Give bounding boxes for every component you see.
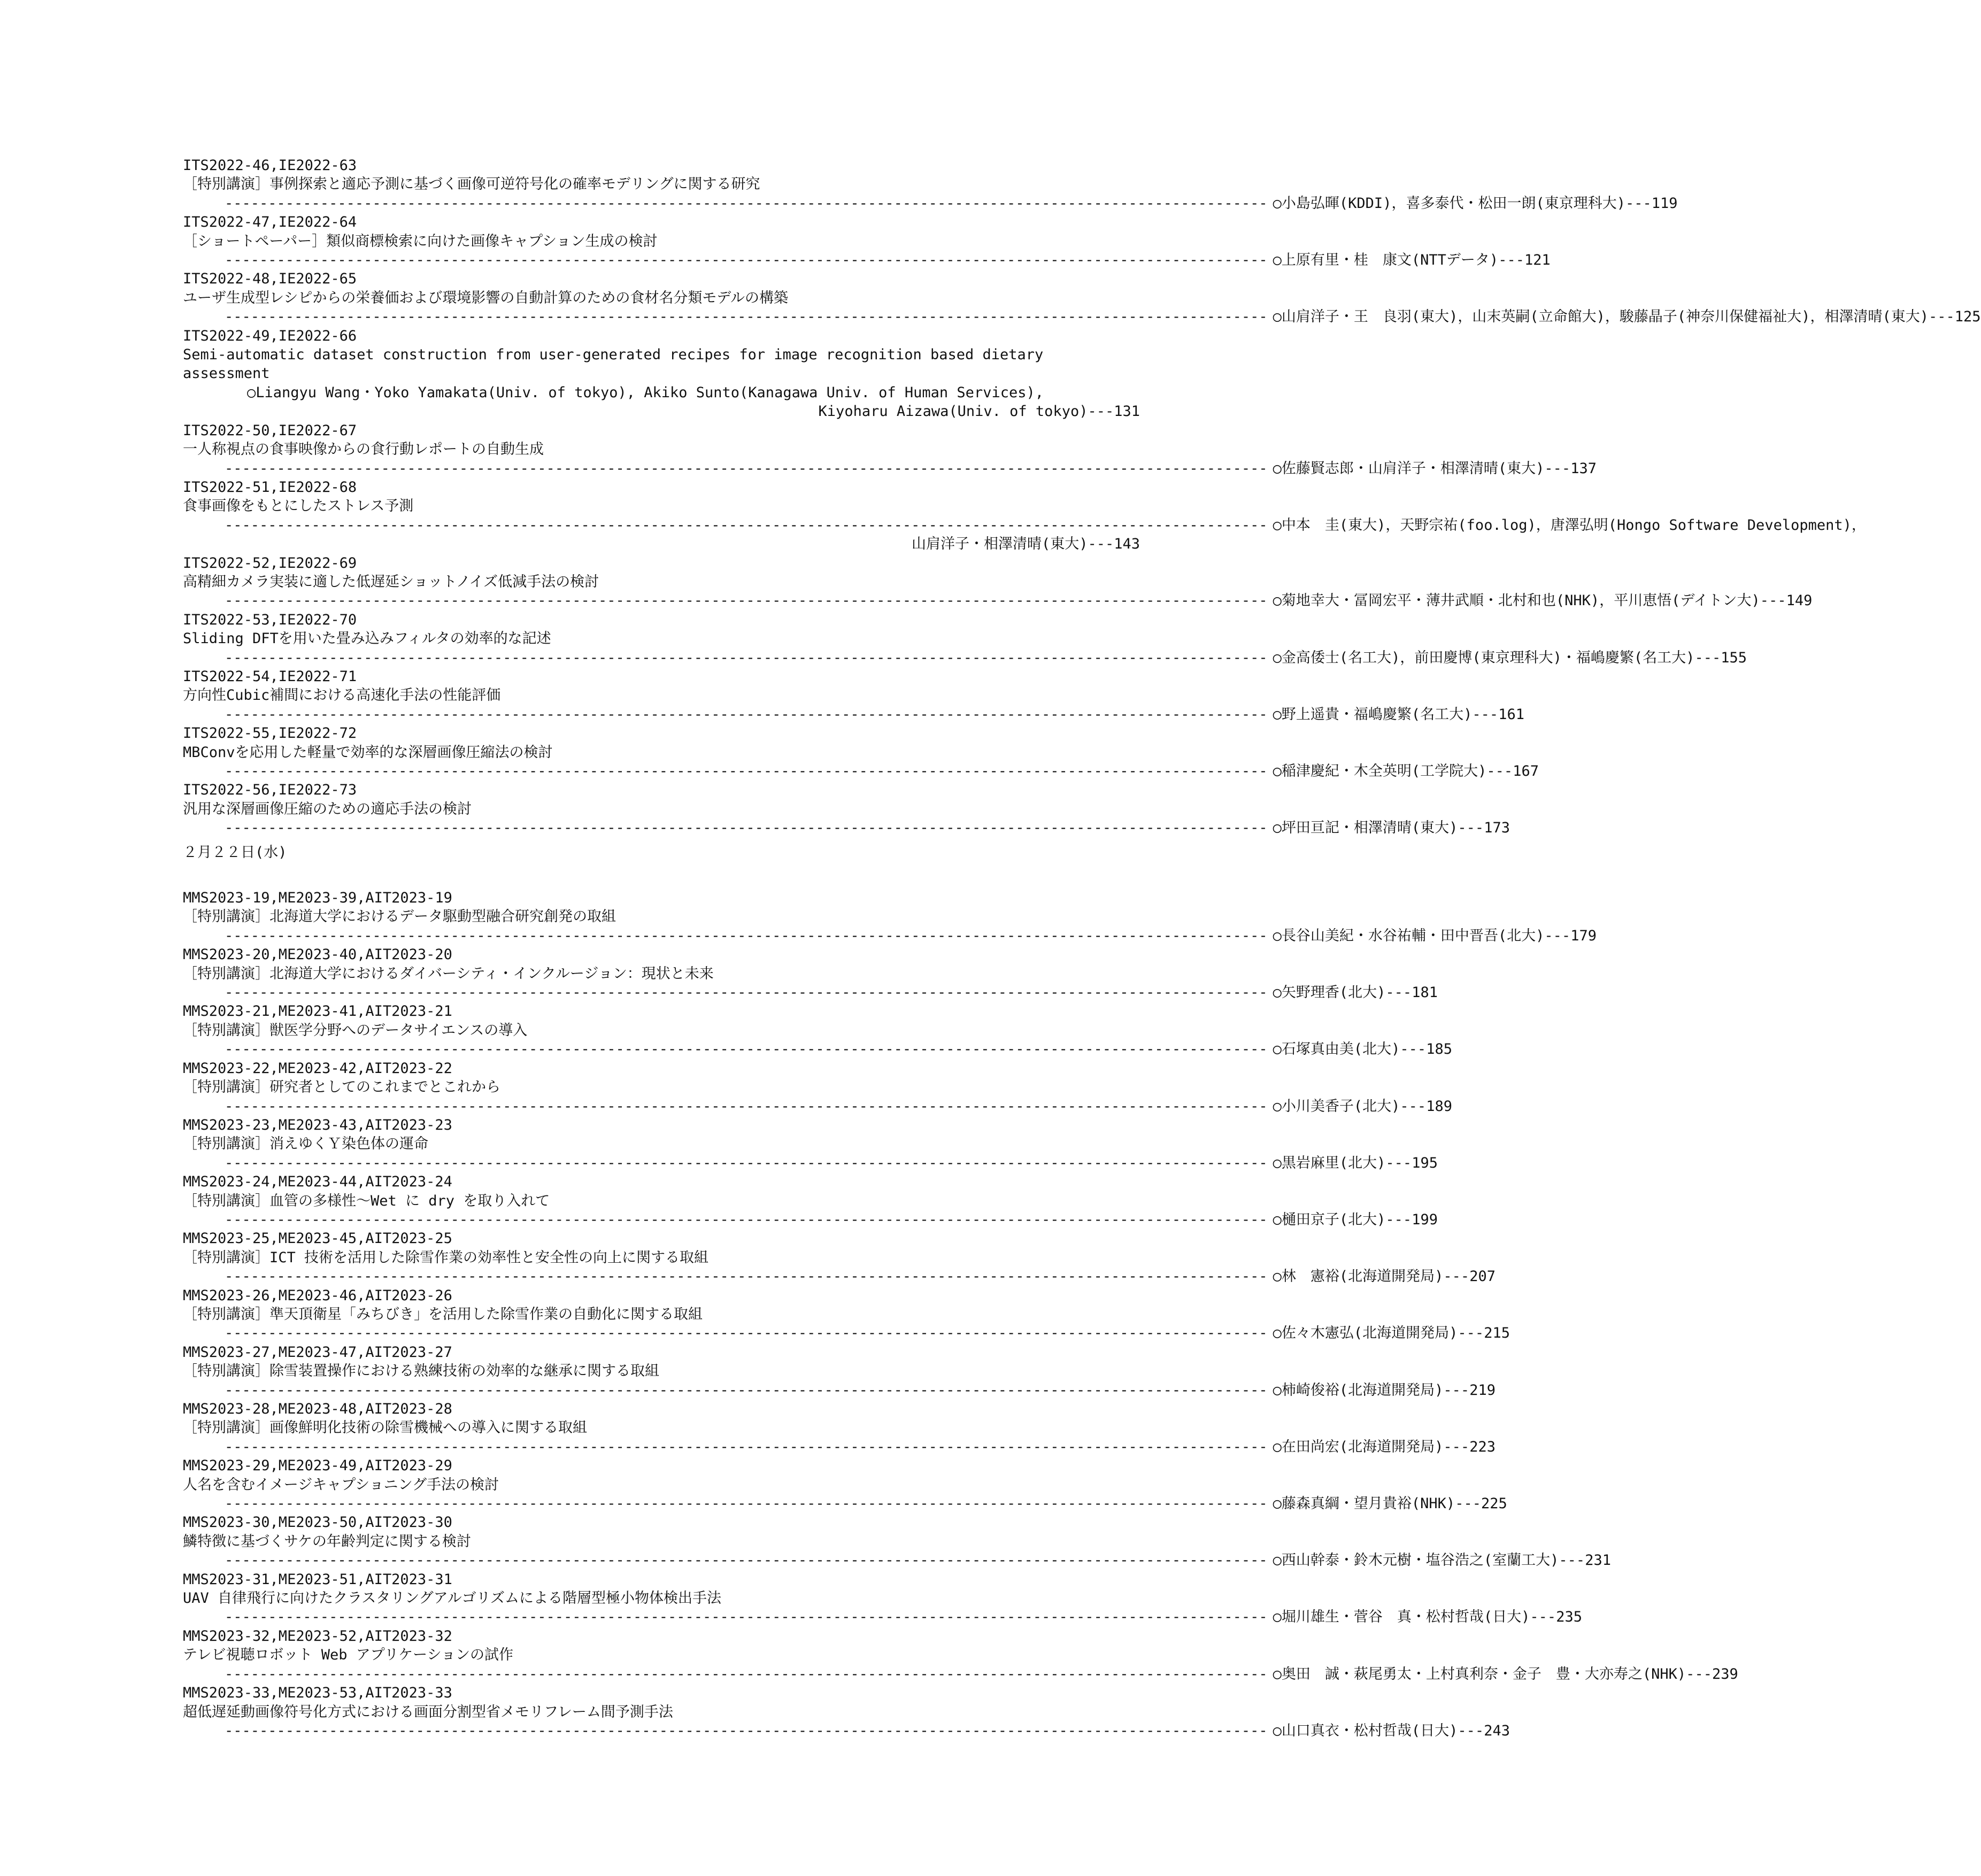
paper-title: 高精細カメラ実装に適した低遅延ショットノイズ低減手法の検討 [183, 573, 599, 590]
paper-code: MMS2023-32,ME2023-52,AIT2023-32 [183, 1627, 452, 1645]
author-text: ○佐々木憲弘(北海道開発局)---215 [1273, 1325, 1510, 1342]
paper-code: ITS2022-55,IE2022-72 [183, 725, 357, 742]
program-entry [183, 327, 1140, 421]
author-line [183, 1267, 1496, 1286]
author-line [183, 251, 1551, 269]
author-line [183, 535, 1140, 553]
author-line [183, 516, 1866, 535]
author-text: ○稲津慶紀・木全英明(工学院大)---167 [1273, 763, 1539, 779]
author-text: ○林 憲裕(北海道開発局)---207 [1273, 1268, 1496, 1285]
leader-dashes: ------------------------------------------------------------------------------------------------------------------------ [225, 1041, 1268, 1058]
paper-title: 鱗特徴に基づくサケの年齢判定に関する検討 [183, 1533, 471, 1550]
author-line [183, 1721, 1510, 1740]
paper-title: ［特別講演］北海道大学におけるダイバーシティ・インクルージョン：現状と未来 [183, 965, 714, 982]
author-text: 山肩洋子・相澤清晴(東大)---143 [911, 536, 1140, 553]
paper-code: MMS2023-27,ME2023-47,AIT2023-27 [183, 1344, 452, 1361]
paper-code: MMS2023-23,ME2023-43,AIT2023-23 [183, 1116, 452, 1133]
program-entry [183, 1343, 1496, 1400]
paper-code: MMS2023-31,ME2023-51,AIT2023-31 [183, 1571, 452, 1588]
paper-title: ［特別講演］ICT 技術を活用した除雪作業の効率性と安全性の向上に関する取組 [183, 1249, 709, 1266]
leader-dashes: ------------------------------------------------------------------------------------------------------------------------ [225, 927, 1268, 944]
paper-title: 超低遅延動画像符号化方式における画面分割型省メモリフレーム間予測手法 [183, 1703, 673, 1720]
author-line [183, 307, 1981, 326]
paper-code: MMS2023-29,ME2023-49,AIT2023-29 [183, 1457, 452, 1474]
paper-title: ［特別講演］獣医学分野へのデータサイエンスの導入 [183, 1022, 528, 1039]
author-line [183, 1608, 1582, 1626]
program-entry [183, 1684, 1510, 1740]
author-line [183, 1494, 1507, 1513]
paper-title: ［特別講演］北海道大学におけるデータ駆動型融合研究創発の取組 [183, 908, 616, 925]
author-line [183, 705, 1524, 724]
leader-dashes: ------------------------------------------------------------------------------------------------------------------------ [225, 1495, 1268, 1512]
leader-dashes: ------------------------------------------------------------------------------------------------------------------------ [225, 460, 1268, 477]
program-entry [183, 1116, 1438, 1172]
paper-title: Sliding DFTを用いた畳み込みフィルタの効率的な記述 [183, 630, 551, 647]
paper-title: テレビ視聴ロボット Web アプリケーションの試作 [183, 1647, 514, 1664]
paper-title-continued: assessment [183, 365, 270, 382]
paper-code: MMS2023-30,ME2023-50,AIT2023-30 [183, 1514, 452, 1531]
program-entry [183, 611, 1747, 667]
author-text: ○小島弘暉(KDDI)，喜多泰代・松田一朗(東京理科大)---119 [1273, 195, 1678, 212]
paper-code: MMS2023-20,ME2023-40,AIT2023-20 [183, 946, 452, 963]
author-line [183, 1324, 1510, 1342]
author-line [183, 1210, 1438, 1229]
paper-title: ［特別講演］消えゆくＹ染色体の運命 [183, 1136, 428, 1153]
program-entry [183, 1172, 1438, 1229]
author-line [183, 1551, 1611, 1570]
paper-code: MMS2023-24,ME2023-44,AIT2023-24 [183, 1174, 452, 1191]
paper-code: MMS2023-25,ME2023-45,AIT2023-25 [183, 1230, 452, 1247]
leader-dashes: ------------------------------------------------------------------------------------------------------------------------ [225, 1154, 1268, 1171]
paper-code: MMS2023-26,ME2023-46,AIT2023-26 [183, 1287, 452, 1304]
paper-title: UAV 自律飛行に向けたクラスタリングアルゴリズムによる階層型極小物体検出手法 [183, 1590, 722, 1607]
program-entry [183, 478, 1866, 554]
program-entry [183, 1570, 1582, 1627]
author-line [183, 1438, 1496, 1456]
leader-dashes: ------------------------------------------------------------------------------------------------------------------------ [225, 1438, 1268, 1455]
program-entry [183, 1059, 1452, 1116]
program-entry [183, 156, 1678, 213]
paper-code: ITS2022-46,IE2022-63 [183, 157, 357, 174]
paper-code: MMS2023-22,ME2023-42,AIT2023-22 [183, 1060, 452, 1077]
paper-title: 一人称視点の食事映像からの食行動レポートの自動生成 [183, 441, 544, 458]
paper-code: MMS2023-19,ME2023-39,AIT2023-19 [183, 890, 452, 907]
paper-code: ITS2022-54,IE2022-71 [183, 668, 357, 685]
paper-code: ITS2022-49,IE2022-66 [183, 327, 357, 344]
author-text: ○在田尚宏(北海道開発局)---223 [1273, 1438, 1496, 1455]
author-line [183, 762, 1539, 781]
leader-dashes: ------------------------------------------------------------------------------------------------------------------------ [225, 1098, 1268, 1115]
program-entry [183, 945, 1438, 1002]
author-text: ○矢野理香(北大)---181 [1273, 984, 1438, 1001]
program-entry [183, 1002, 1452, 1059]
paper-title: ［特別講演］研究者としてのこれまでとこれから [183, 1079, 500, 1096]
paper-code: ITS2022-48,IE2022-65 [183, 271, 357, 288]
program-entry [183, 1286, 1510, 1343]
author-text: Kiyoharu Aizawa(Univ. of tokyo)---131 [818, 403, 1140, 420]
program-entry [183, 213, 1551, 269]
author-text: ○長谷山美紀・水谷祐輔・田中晋吾(北大)---179 [1273, 927, 1597, 944]
leader-dashes: ------------------------------------------------------------------------------------------------------------------------ [225, 1268, 1268, 1285]
paper-title: ［特別講演］血管の多様性～Wet に dry を取り入れて [183, 1192, 550, 1209]
author-line [183, 1097, 1452, 1116]
author-line [183, 1040, 1452, 1059]
paper-code: ITS2022-53,IE2022-70 [183, 611, 357, 628]
paper-code: ITS2022-52,IE2022-69 [183, 554, 357, 572]
author-text: ○上原有里・桂 康文(NTTデータ)---121 [1273, 252, 1551, 269]
program-entry [183, 724, 1539, 781]
author-text: ○山口真衣・松村哲哉(日大)---243 [1273, 1722, 1510, 1739]
author-text: ○石塚真由美(北大)---185 [1273, 1041, 1452, 1058]
program-entry [183, 554, 1813, 611]
leader-dashes: ------------------------------------------------------------------------------------------------------------------------ [225, 1665, 1268, 1682]
paper-code: ITS2022-51,IE2022-68 [183, 478, 357, 496]
author-text: ○堀川雄生・菅谷 真・松村哲哉(日大)---235 [1273, 1609, 1582, 1626]
author-text: ○奥田 誠・萩尾勇太・上村真利奈・金子 豊・大亦寿之(NHK)---239 [1273, 1665, 1738, 1682]
paper-title: 方向性Cubic補間における高速化手法の性能評価 [183, 687, 501, 704]
leader-dashes: ------------------------------------------------------------------------------------------------------------------------ [225, 1609, 1268, 1626]
paper-title: ［特別講演］除雪装置操作における熟練技術の効率的な継承に関する取組 [183, 1363, 659, 1380]
author-line [183, 459, 1597, 478]
program-entry [183, 1229, 1496, 1286]
program-section-feb21 [183, 156, 1981, 838]
leader-dashes: ------------------------------------------------------------------------------------------------------------------------ [225, 1381, 1268, 1399]
program-entry [183, 1456, 1507, 1513]
author-line [183, 649, 1747, 667]
author-text: ○西山幹泰・鈴木元樹・塩谷浩之(室蘭工大)---231 [1273, 1552, 1611, 1569]
author-line [183, 194, 1678, 213]
paper-title: ［特別講演］画像鮮明化技術の除雪機械への導入に関する取組 [183, 1419, 587, 1437]
leader-dashes: ------------------------------------------------------------------------------------------------------------------------ [225, 1211, 1268, 1228]
paper-title: ［特別講演］事例探索と適応予測に基づく画像可逆符号化の確率モデリングに関する研究 [183, 176, 760, 193]
paper-code: MMS2023-21,ME2023-41,AIT2023-21 [183, 1003, 452, 1020]
program-entry [183, 1400, 1496, 1456]
leader-dashes: ------------------------------------------------------------------------------------------------------------------------ [225, 592, 1268, 609]
paper-code: ITS2022-50,IE2022-67 [183, 422, 357, 439]
author-text: ○藤森真綱・望月貴裕(NHK)---225 [1273, 1495, 1507, 1512]
author-text: ○佐藤賢志郎・山肩洋子・相澤清晴(東大)---137 [1273, 460, 1597, 477]
author-text: ○中本 圭(東大)，天野宗祐(foo.log)，唐澤弘明(Hongo Software Development)， [1273, 516, 1866, 534]
paper-title: ［ショートペーパー］類似商標検索に向けた画像キャプション生成の検討 [183, 233, 658, 250]
leader-dashes: ------------------------------------------------------------------------------------------------------------------------ [225, 820, 1268, 837]
leader-dashes: ------------------------------------------------------------------------------------------------------------------------ [225, 308, 1268, 326]
paper-title: 汎用な深層画像圧縮のための適応手法の検討 [183, 800, 472, 817]
paper-code: MMS2023-28,ME2023-48,AIT2023-28 [183, 1401, 452, 1417]
paper-code: MMS2023-33,ME2023-53,AIT2023-33 [183, 1685, 452, 1702]
author-text: ○山肩洋子・王 良羽(東大)，山末英嗣(立命館大)，駿藤晶子(神奈川保健福祉大)，相澤清晴(東大)---125 [1273, 308, 1981, 326]
paper-title: ［特別講演］準天頂衛星「みちびき」を活用した除雪作業の自動化に関する取組 [183, 1306, 703, 1323]
program-entry [183, 1513, 1611, 1570]
paper-code: ITS2022-47,IE2022-64 [183, 214, 357, 231]
author-text: ○柿崎俊裕(北海道開発局)---219 [1273, 1381, 1496, 1399]
paper-title: 食事画像をもとにしたストレス予測 [183, 498, 414, 515]
paper-title: 人名を含むイメージキャプショニング手法の検討 [183, 1476, 499, 1493]
leader-dashes: ------------------------------------------------------------------------------------------------------------------------ [225, 516, 1268, 534]
author-line [183, 1381, 1496, 1400]
program-entry [183, 781, 1510, 837]
paper-title: ユーザ生成型レシピからの栄養価および環境影響の自動計算のための食材名分類モデルの構築 [183, 289, 788, 306]
leader-dashes: ------------------------------------------------------------------------------------------------------------------------ [225, 984, 1268, 1001]
author-text: ○坪田亘記・相澤清晴(東大)---173 [1273, 820, 1510, 837]
author-text: ○菊地幸大・冨岡宏平・薄井武順・北村和也(NHK)，平川恵悟(デイトン大)---149 [1273, 592, 1813, 609]
paper-title: MBConvを応用した軽量で効率的な深層画像圧縮法の検討 [183, 744, 553, 761]
author-text: ○金高倭士(名工大)，前田慶博(東京理科大)・福嶋慶繁(名工大)---155 [1273, 649, 1747, 666]
leader-dashes: ------------------------------------------------------------------------------------------------------------------------ [225, 1552, 1268, 1569]
author-line [183, 927, 1597, 945]
paper-title: Semi-automatic dataset construction from user-generated recipes for image recognition based dietary [183, 346, 1044, 364]
author-text: ○野上遥貴・福嶋慶繁(名工大)---161 [1273, 706, 1524, 723]
author-text: ○黒岩麻里(北大)---195 [1273, 1154, 1438, 1171]
date-header: ２月２２日(水) [183, 844, 287, 861]
author-line [183, 1154, 1438, 1172]
author-text: ○小川美香子(北大)---189 [1273, 1098, 1452, 1115]
paper-code: ITS2022-56,IE2022-73 [183, 782, 357, 799]
program-section-feb22 [183, 889, 1738, 1740]
leader-dashes: ------------------------------------------------------------------------------------------------------------------------ [225, 252, 1268, 269]
program-entry [183, 421, 1597, 478]
leader-dashes: ------------------------------------------------------------------------------------------------------------------------ [225, 763, 1268, 779]
leader-dashes: ------------------------------------------------------------------------------------------------------------------------ [225, 1722, 1268, 1739]
author-line [183, 1665, 1738, 1684]
leader-dashes: ------------------------------------------------------------------------------------------------------------------------ [225, 1325, 1268, 1342]
author-line [183, 819, 1510, 837]
program-entry [183, 667, 1524, 724]
leader-dashes: ------------------------------------------------------------------------------------------------------------------------ [225, 706, 1268, 723]
author-line [183, 402, 1140, 421]
leader-dashes: ------------------------------------------------------------------------------------------------------------------------ [225, 649, 1268, 666]
author-text: ○Liangyu Wang・Yoko Yamakata(Univ. of tokyo), Akiko Sunto(Kanagawa Univ. of Human Services), [247, 384, 1044, 401]
author-text: ○樋田京子(北大)---199 [1273, 1211, 1438, 1228]
program-entry [183, 1627, 1738, 1684]
program-entry [183, 269, 1981, 326]
author-line [183, 983, 1438, 1002]
program-entry [183, 889, 1597, 945]
leader-dashes: ------------------------------------------------------------------------------------------------------------------------ [225, 195, 1268, 212]
author-line [183, 591, 1813, 610]
author-line [183, 383, 1140, 402]
document-body [183, 156, 1981, 1740]
